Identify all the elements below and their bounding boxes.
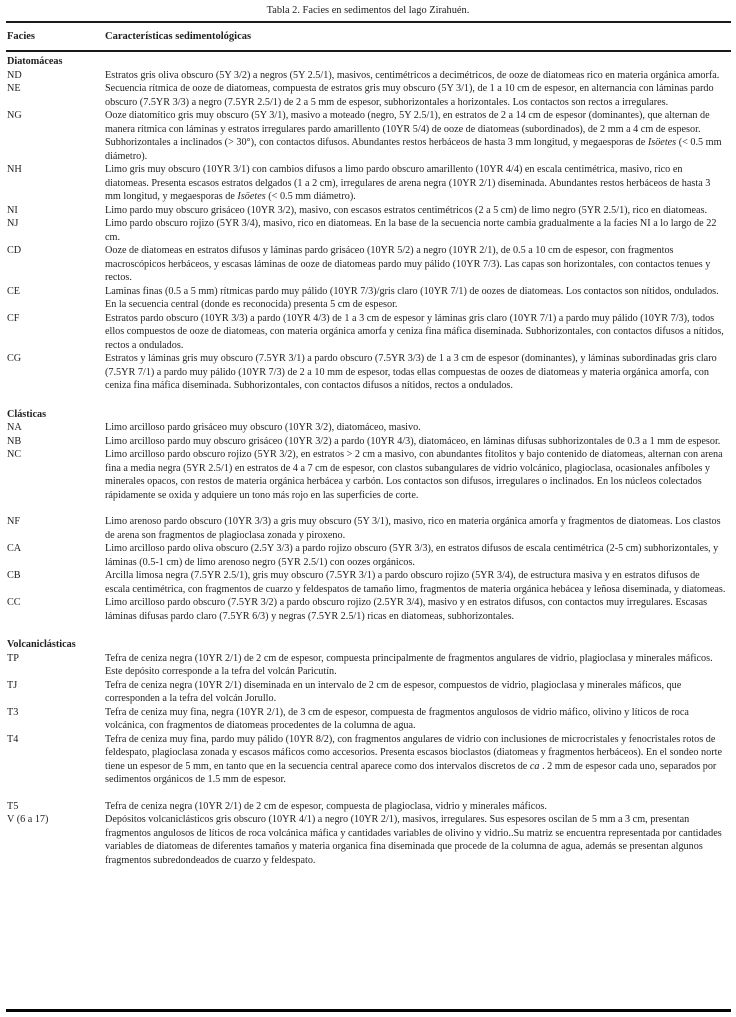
text-run: Estratos pardo obscuro (10YR 3/3) a pardo (10YR 4/3) de 1 a 3 cm de espesor y láminas gris claro (10YR 7/1) a pardo muy pálido (10YR 7/3), todos ellos compuestos de ooze de diatomeas, con materia orgánica amorfa y ceniza fina máfica diseminada. Subhorizontales, con contactos difusos a nítidos, rectos a ondulados. bbox=[105, 312, 724, 351]
text-run: Limo arcilloso pardo grisáceo muy obscuro (10YR 3/2), diatomáceo, masivo. bbox=[105, 422, 421, 433]
table-body bbox=[6, 52, 731, 867]
table-row bbox=[6, 652, 731, 679]
table-row bbox=[6, 813, 731, 867]
facies-description bbox=[105, 163, 731, 204]
table-row bbox=[6, 163, 731, 204]
table-row bbox=[6, 679, 731, 706]
text-run: Limo arcilloso pardo muy obscuro grisáceo (10YR 3/2) a pardo (10YR 4/3), diatomáceo, en láminas difusas subhorizontales de 0.3 a 1 mm de espesor. bbox=[105, 435, 721, 447]
text-run: Tefra de ceniza negra (10YR 2/1) de 2 cm de espesor, compuesta de plagioclasa, vidrio y minerales máficos. bbox=[105, 800, 547, 812]
facies-code: NI bbox=[7, 204, 18, 216]
text-run: (< 0.5 mm diámetro). bbox=[265, 191, 356, 202]
facies-code: CA bbox=[7, 543, 22, 554]
text-run: Tefra de ceniza negra (10YR 2/1) de 2 cm de espesor, compuesta principalmente de fragmentos angulares de vidrio, plagioclasa y minerales máficos. Este depósito corresponde a la tefra del volcán Paricutín. bbox=[105, 652, 713, 677]
facies-description bbox=[105, 244, 731, 285]
facies-code: NF bbox=[7, 516, 21, 527]
facies-description bbox=[105, 448, 731, 502]
column-header-facies: Facies bbox=[7, 31, 35, 42]
facies-description bbox=[105, 596, 731, 623]
facies-code: CE bbox=[7, 285, 21, 297]
text-run: (< 0.5 mm diámetro). bbox=[105, 137, 722, 162]
facies-description bbox=[105, 733, 731, 787]
facies-code: CC bbox=[7, 597, 21, 608]
facies-description bbox=[105, 542, 731, 569]
table-row bbox=[6, 800, 731, 814]
table-row bbox=[6, 421, 731, 435]
text-run: Arcilla limosa negra (7.5YR 2.5/1), gris muy obscuro (7.5YR 3/1) a pardo obscuro rojizo (5YR 3/4), de estructura masiva y en estratos difusos de escala centimétrica, con fragmentos de cuarzo y feldespatos de tamaño limo, fragmentos de materia orgánica hebácea y leñosa diseminada, y diatomeas. bbox=[105, 570, 726, 595]
text-run: Ooze diatomítico gris muy obscuro (5Y 3/1), masivo a moteado (negro, 5Y 2.5/1), en estratos de 2 a 14 cm de espesor (dominantes), que alternan de manera rítmica con láminas y estratos irregulares pardo amarillento (10YR 5/4) de ooze de diatomeas (subordinados), de 2 mm a 4 cm de espesor. Subhorizontales a inclinados (> 30°), con contactos difusos. Abundantes restos herbáceos de hasta 3 mm longitud, y megaesporas de bbox=[105, 110, 710, 148]
table-row bbox=[6, 69, 731, 83]
text-run: Ooze de diatomeas en estratos difusos y láminas pardo grisáceo (10YR 5/2) a negro (10YR 2/1), de 0.5 a 10 cm de espesor, con fragmentos macroscópicos herbáceos, y escasas láminas de ooze de diatomeas pardo muy pálido (10YR 7/3). Las capas son horizontales, con contactos tenues y rectos. bbox=[105, 245, 711, 283]
facies-description bbox=[105, 569, 731, 596]
table-row bbox=[6, 285, 731, 312]
italic-text-run: ca bbox=[529, 760, 540, 772]
table-row bbox=[6, 352, 731, 393]
table-header-row bbox=[6, 23, 731, 52]
text-run: Tefra de ceniza muy fina, pardo muy pálido (10YR 8/2), con fragmentos angulares de vidrio con inclusiones de microcristales y fenocristales rotos de feldespato, plagioclasa zonada y escasos máficos como accesorios. Presenta escasos bioclastos (diatomeas y fragmentos herbáceos). En el sondeo norte tiene un espesor de 5 mm, en tanto que en la secuencia central aparece como dos intervalos discretos de bbox=[105, 733, 722, 772]
text-run: Laminas finas (0.5 a 5 mm) rítmicas pardo muy pálido (10YR 7/3)/gris claro (10YR 7/1) de oozes de diatomeas. Los contactos son nítidos, ondulados. En la secuencia central (donde es reconocida) presenta 5 cm de espesor. bbox=[105, 285, 719, 310]
facies-description bbox=[105, 69, 731, 83]
table-row bbox=[6, 109, 731, 163]
facies-description bbox=[105, 312, 731, 353]
text-run: Limo pardo muy obscuro grisáceo (10YR 3/2), masivo, con escasos estratos centimétricos (2 a 5 cm) de limo negro (5YR 2.5/1), rico en diatomeas. bbox=[105, 204, 708, 216]
facies-code: CF bbox=[7, 312, 20, 324]
facies-code: NG bbox=[7, 110, 22, 121]
facies-description bbox=[105, 421, 731, 435]
facies-description bbox=[105, 204, 731, 218]
table-row bbox=[6, 569, 731, 596]
facies-code: CG bbox=[7, 353, 22, 364]
text-run: . 2 mm de espesor cada uno, separados por sedimentos orgánicos de 1.5 mm de espesor. bbox=[105, 760, 717, 785]
facies-code: TJ bbox=[7, 679, 18, 691]
table-caption: Tabla 2. Facies en sedimentos del lago Zirahuén. bbox=[266, 5, 470, 16]
text-run: Limo pardo obscuro rojizo (5YR 3/4), masivo, rico en diatomeas. En la base de la secuencia norte cambia gradualmente a la facies NI a lo largo de 22 cm. bbox=[105, 218, 717, 243]
facies-code: NB bbox=[7, 435, 22, 447]
facies-code: CD bbox=[7, 245, 22, 256]
facies-description bbox=[105, 679, 731, 706]
italic-text-run: Isöetes bbox=[237, 191, 266, 202]
facies-description bbox=[105, 652, 731, 679]
facies-description bbox=[105, 82, 731, 109]
italic-text-run: Isöetes bbox=[647, 137, 677, 148]
facies-code: NA bbox=[7, 422, 22, 433]
facies-code: T5 bbox=[7, 800, 19, 812]
table-row bbox=[6, 733, 731, 787]
facies-description bbox=[105, 515, 731, 542]
text-run: Secuencia rítmica de ooze de diatomeas, compuesta de estratos gris muy obscuro (5Y 3/1), de 1 a 10 cm de espesor, en alternancia con láminas pardo obscuro (7.5YR 3/3) a negro (7.5YR 2.5/1) de 2 a 5 mm de espesor, subhorizontales a horizontales. Los contactos son rectos a irregulares. bbox=[105, 83, 714, 108]
facies-code: T4 bbox=[7, 733, 19, 745]
table-row bbox=[6, 244, 731, 285]
facies-description bbox=[105, 352, 731, 393]
facies-code: NJ bbox=[7, 218, 19, 229]
table-row bbox=[6, 312, 731, 353]
section-header: Volcaniclásticas bbox=[7, 639, 76, 650]
section-header: Diatomáceas bbox=[7, 56, 63, 67]
text-run: Estratos y láminas gris muy obscuro (7.5YR 3/1) a pardo obscuro (7.5YR 3/3) de 1 a 3 cm de espesor (dominantes), y láminas subordinadas gris claro (7.5YR 7/1) a pardo muy pálido (10YR 7/3) de 2 a 10 mm de espesor, todas ellas compuestas de oozes de diatomeas y materia orgánica amorfa, con ceniza fina máfica diseminada. Subhorizontales, con contactos difusos a nítidos, rectos a ondulados. bbox=[105, 353, 717, 391]
text-run: Limo arcilloso pardo obscuro rojizo (5YR 3/2), en estratos > 2 cm a masivo, con abundantes fitolitos y bajo contenido de diatomeas, alternan con arena fina a media negra (5YR 2.5/1) en estratos de 4 a 7 cm de espesor, con clastos subangulares de vidrio volcánico, plagioclasa, ocasionales anfíboles y minerales opacos, con restos de materia orgánica herbácea y carbón. Los contactos son difusos, irregulares o inclinados. En los núcleos colectados rápidamente se oxida y adquiere un tono más rojo en las superficies de corte. bbox=[105, 449, 723, 501]
text-run: Tefra de ceniza negra (10YR 2/1) diseminada en un intervalo de 2 cm de espesor, compuestos de vidrio, plagioclasa y minerales máficos, que corresponden a la tefra del volcán Jorullo. bbox=[105, 679, 682, 704]
facies-description bbox=[105, 109, 731, 163]
table-row bbox=[6, 435, 731, 449]
section-header: Clásticas bbox=[7, 408, 47, 420]
facies-description bbox=[105, 435, 731, 449]
table-row bbox=[6, 706, 731, 733]
text-run: Tefra de ceniza muy fina, negra (10YR 2/1), de 3 cm de espesor, compuesta de fragmentos angulosos de vidrio máfico, olivino y líticos de roca volcánica, con fragmentos de diatomeas procedentes de la columna de agua. bbox=[105, 706, 689, 731]
column-header-caracteristicas: Características sedimentológicas bbox=[105, 31, 252, 42]
text-run: Limo arcilloso pardo obscuro (7.5YR 3/2) a pardo obscuro rojizo (2.5YR 3/4), masivo y en estratos difusos, con contactos muy irregulares. Escasas láminas difusas pardo claro (7.5YR 6/3) y negras (7.5YR 2.5/1) ricas en diatomeas, subhorizontales. bbox=[105, 597, 708, 622]
facies-code: CB bbox=[7, 570, 21, 581]
facies-description bbox=[105, 813, 731, 867]
table-row bbox=[6, 542, 731, 569]
facies-description bbox=[105, 285, 731, 312]
facies-code: TP bbox=[7, 652, 19, 664]
facies-code: NE bbox=[7, 83, 21, 94]
facies-description bbox=[105, 706, 731, 733]
facies-description bbox=[105, 217, 731, 244]
text-run: Limo arcilloso pardo oliva obscuro (2.5Y 3/3) a pardo rojizo obscuro (5YR 3/3), en estratos difusos de escala centimétrica (2-5 cm) subhorizontales, y láminas (0.5-1 cm) de limo arenoso negro (5YR 2.5/1) con oozes orgánicos. bbox=[105, 543, 719, 568]
facies-code: V (6 a 17) bbox=[7, 814, 49, 825]
table-row bbox=[6, 217, 731, 244]
facies-table bbox=[6, 21, 731, 1012]
text-run: Depósitos volcaniclásticos gris obscuro (10YR 4/1) a negro (10YR 2/1), masivos, irregulares. Sus espesores oscilan de 5 mm a 3 cm, presentan fragmentos angulosos de líticos de roca volcánica máfica y cantidades variables de olivino y vidrio..Su matriz se encuentra representada por cantidades variables de diatomeas de diferentes tamaños y materia organica fina diseminada que procede de la columna de agua, además se presentan algunos fragmentos subredondeados de cuarzo y feldespato. bbox=[105, 814, 722, 866]
text-run: Estratos gris oliva obscuro (5Y 3/2) a negros (5Y 2.5/1), masivos, centimétricos a decimétricos, de ooze de diatomeas rico en materia orgánica amorfa. bbox=[105, 69, 720, 81]
table-row bbox=[6, 82, 731, 109]
facies-code: NC bbox=[7, 449, 22, 460]
facies-code: NH bbox=[7, 164, 22, 175]
facies-description bbox=[105, 800, 731, 814]
facies-code: ND bbox=[7, 69, 22, 81]
text-run: Limo arenoso pardo obscuro (10YR 3/3) a gris muy obscuro (5Y 3/1), masivo, rico en materia orgánica amorfa y fragmentos de diatomeas. Los clastos de arena son fragmentos de plagioclasa zonada y piroxeno. bbox=[105, 516, 721, 541]
table-row bbox=[6, 204, 731, 218]
table-row bbox=[6, 515, 731, 542]
table-row bbox=[6, 596, 731, 623]
facies-code: T3 bbox=[7, 706, 19, 718]
table-row bbox=[6, 448, 731, 502]
text-run: Limo gris muy obscuro (10YR 3/1) con cambios difusos a limo pardo obscuro amarillento (10YR 4/4) en escala centimétrica, masivo, rico en diatomeas. Presenta escasos estratos delgados (1 a 2 cm), irregulares de arena negra (10YR 2/1) diseminada. Abundantes restos herbáceos de hasta 3 mm longitud, y megaesporas de bbox=[105, 164, 711, 202]
